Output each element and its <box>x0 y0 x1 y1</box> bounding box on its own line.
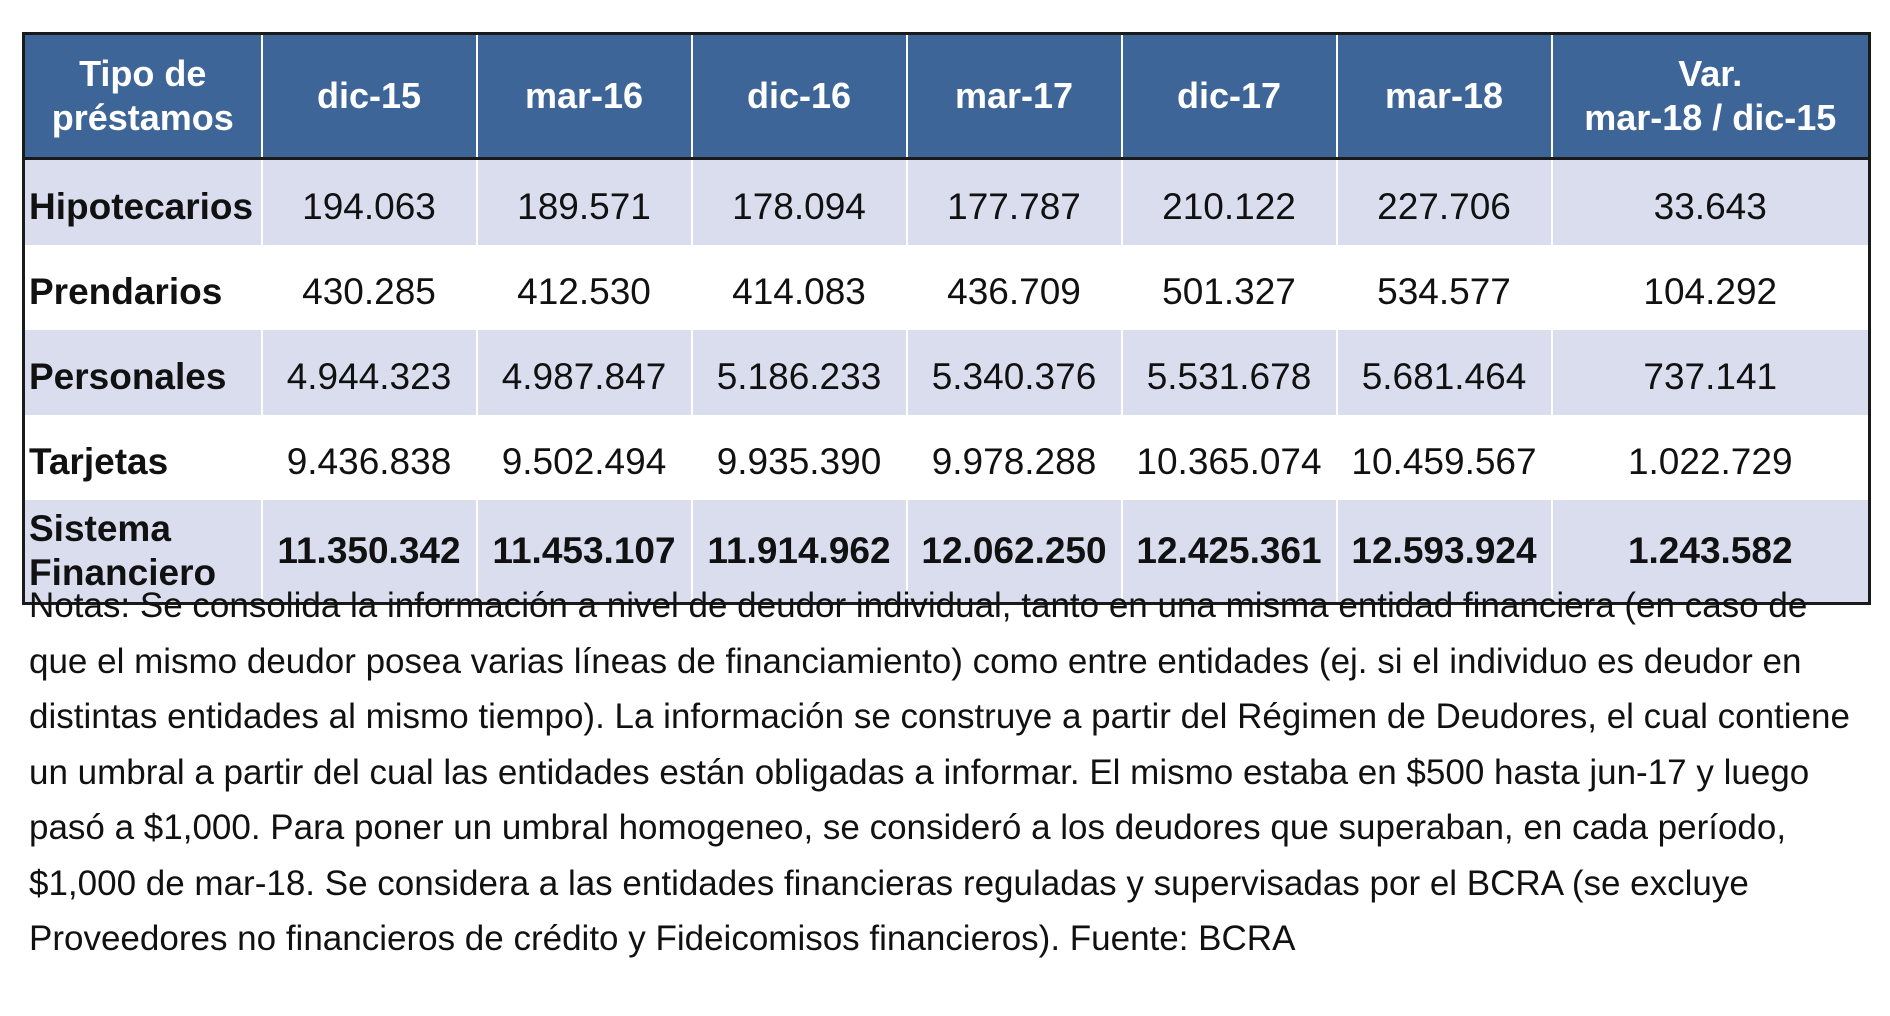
header-cell-period: dic-15 <box>262 34 477 159</box>
header-cell-variation <box>1552 34 1870 159</box>
header-var-line2: mar-18 / dic-15 <box>1584 97 1837 138</box>
header-cell-period: mar-17 <box>907 34 1122 159</box>
table-cell: 436.709 <box>907 245 1122 330</box>
variation-cell: 1.022.729 <box>1552 415 1870 500</box>
header-label-line1: Tipo de <box>79 53 207 95</box>
variation-cell: 104.292 <box>1552 245 1870 330</box>
table-cell: 4.944.323 <box>262 330 477 415</box>
header-cell-period: mar-16 <box>477 34 692 159</box>
row-label: Personales <box>24 330 262 415</box>
table-cell: 9.502.494 <box>477 415 692 500</box>
total-cell: 11.914.962 <box>692 500 907 604</box>
loans-table <box>22 32 1871 605</box>
table-cell: 210.122 <box>1122 159 1337 246</box>
table-cell: 534.577 <box>1337 245 1552 330</box>
variation-cell: 737.141 <box>1552 330 1870 415</box>
header-cell-period: mar-18 <box>1337 34 1552 159</box>
table-cell: 9.436.838 <box>262 415 477 500</box>
table-cell: 227.706 <box>1337 159 1552 246</box>
header-cell-loan-type <box>24 34 262 159</box>
table-cell: 9.935.390 <box>692 415 907 500</box>
table-row-personales <box>24 330 1870 415</box>
table-cell: 5.681.464 <box>1337 330 1552 415</box>
table-cell: 414.083 <box>692 245 907 330</box>
header-cell-period: dic-16 <box>692 34 907 159</box>
total-cell: 12.425.361 <box>1122 500 1337 604</box>
table-cell: 189.571 <box>477 159 692 246</box>
table-header <box>24 34 1870 159</box>
row-label: Tarjetas <box>24 415 262 500</box>
header-row <box>24 34 1870 159</box>
row-label: Hipotecarios <box>24 159 262 246</box>
row-label: Prendarios <box>24 245 262 330</box>
table-body <box>24 159 1870 604</box>
total-cell: 11.350.342 <box>262 500 477 604</box>
total-label-line2: Financiero <box>29 552 217 593</box>
table-cell: 4.987.847 <box>477 330 692 415</box>
variation-cell: 33.643 <box>1552 159 1870 246</box>
table-row-hipotecarios <box>24 159 1870 246</box>
total-cell: 11.453.107 <box>477 500 692 604</box>
header-var-line1: Var. <box>1678 53 1743 95</box>
table-cell: 194.063 <box>262 159 477 246</box>
table-cell: 5.340.376 <box>907 330 1122 415</box>
table-cell: 5.186.233 <box>692 330 907 415</box>
total-variation-cell: 1.243.582 <box>1552 500 1870 604</box>
table-cell: 177.787 <box>907 159 1122 246</box>
table-cell: 178.094 <box>692 159 907 246</box>
table-cell: 5.531.678 <box>1122 330 1337 415</box>
total-cell: 12.062.250 <box>907 500 1122 604</box>
header-label-line2: préstamos <box>51 97 234 138</box>
table-cell: 10.365.074 <box>1122 415 1337 500</box>
table-cell: 412.530 <box>477 245 692 330</box>
total-cell: 12.593.924 <box>1337 500 1552 604</box>
table-cell: 9.978.288 <box>907 415 1122 500</box>
total-label-line1: Sistema <box>29 507 171 549</box>
table-row-tarjetas <box>24 415 1870 500</box>
table-row-prendarios <box>24 245 1870 330</box>
table-cell: 501.327 <box>1122 245 1337 330</box>
table-cell: 430.285 <box>262 245 477 330</box>
table-notes: Notas: Se consolida la información a nivel de deudor individual, tanto en una misma entidad financiera (en caso de que el mismo deudor posea varias líneas de financiamiento) como entre entidades (ej. si el individuo es deudor en distintas entidades al mismo tiempo). La información se construye a partir del Régimen de Deudores, el cual contiene un umbral a partir del cual las entidades están obligadas a informar. El mismo estaba en $500 hasta jun-17 y luego pasó a $1,000. Para poner un umbral homogeneo, se consideró a los deudores que superaban, en cada período, $1,000 de mar-18. Se considera a las entidades financieras reguladas y supervisadas por el BCRA (se excluye Proveedores no financieros de crédito y Fideicomisos financieros). Fuente: BCRA <box>29 586 1850 958</box>
header-cell-period: dic-17 <box>1122 34 1337 159</box>
table-cell: 10.459.567 <box>1337 415 1552 500</box>
